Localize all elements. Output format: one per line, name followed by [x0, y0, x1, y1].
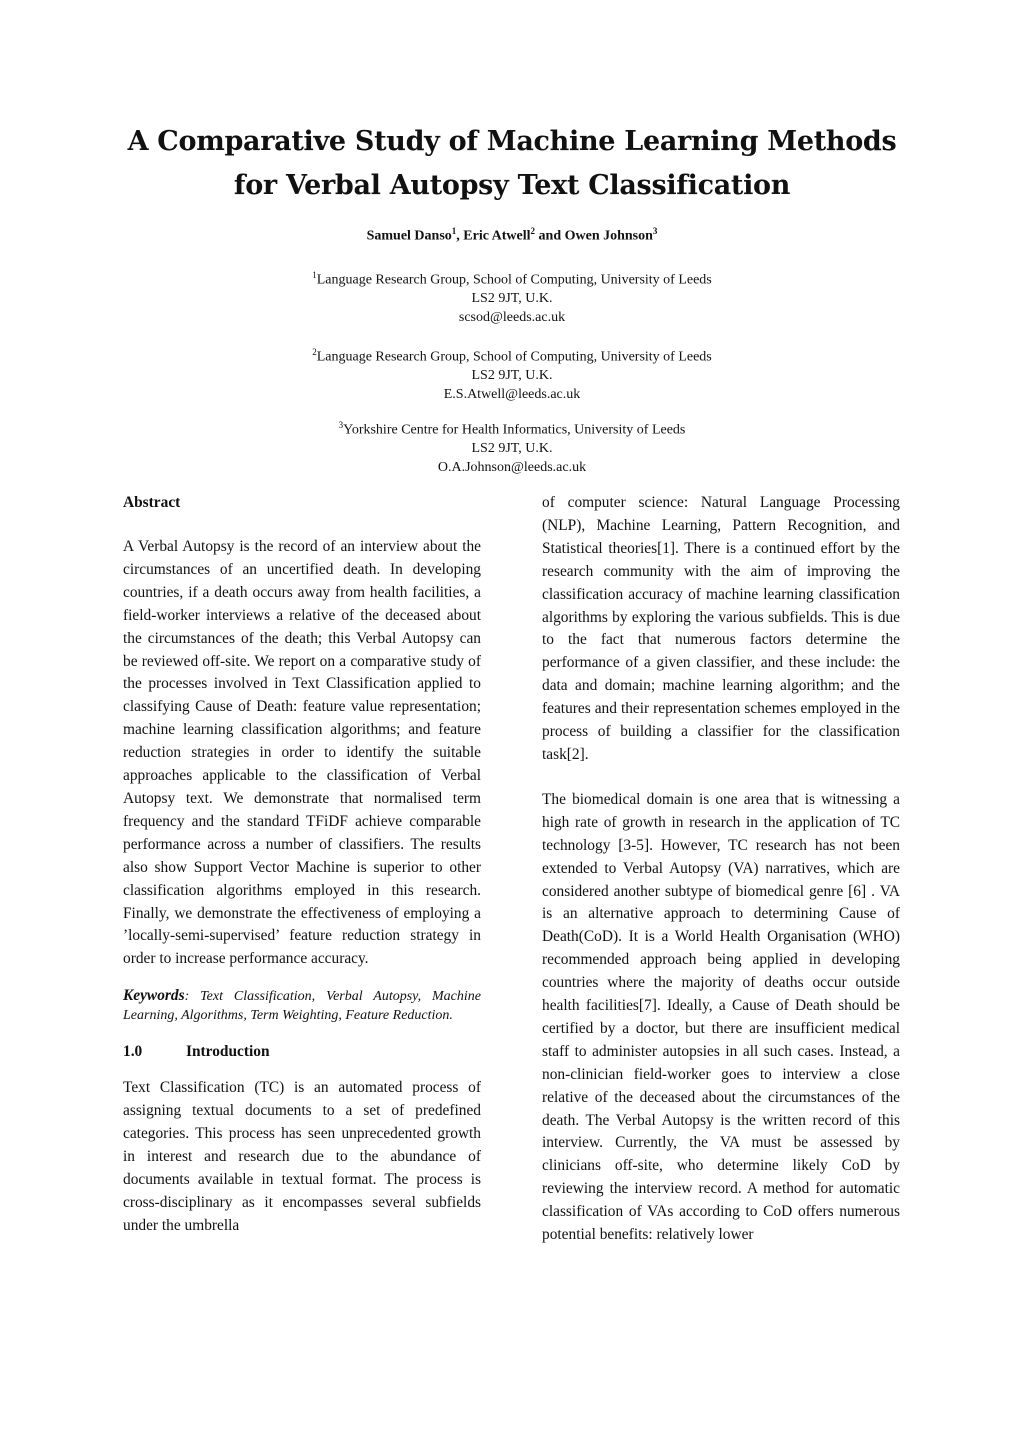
author-separator: ,	[456, 228, 464, 244]
affiliation-postcode: LS2 9JT, U.K.	[471, 291, 553, 307]
author-separator: and	[535, 228, 565, 244]
affiliation-organisation: Language Research Group, School of Computing, University of Leeds	[316, 349, 712, 365]
affiliation-organisation: Yorkshire Centre for Health Informatics, University of Leeds	[343, 422, 686, 438]
affiliation-marker: 1	[312, 270, 317, 280]
author-1-affiliation-marker: 1	[451, 226, 457, 236]
left-column	[123, 492, 481, 1238]
affiliation-email: E.S.Atwell@leeds.ac.uk	[443, 386, 581, 402]
affiliation-email: scsod@leeds.ac.uk	[458, 309, 566, 325]
affiliation-marker: 3	[338, 420, 344, 430]
keywords	[123, 987, 481, 1025]
paper-title	[0, 120, 1024, 208]
affiliation-email: O.A.Johnson@leeds.ac.uk	[437, 459, 587, 475]
author-3-affiliation-marker: 3	[652, 226, 658, 236]
affiliation-organisation: Language Research Group, School of Computing, University of Leeds	[316, 272, 712, 288]
introduction-paragraph-1-end: of computer science: Natural Language Processing (NLP), Machine Learning, Pattern Recognition, and Statistical theories[1]. There is a continued effort by the research community with the aim of improving the classification accuracy of machine learning classification algorithms by exploring the various subfields. This is due to the fact that numerous factors determine the performance of a given classifier, and these include: the data and domain; machine learning algorithm; and the features and their representation schemes employed in the process of building a classifier for the classification task[2].	[542, 494, 900, 763]
paper-title-line-1: A Comparative Study of Machine Learning Methods	[127, 126, 897, 157]
affiliation-postcode: LS2 9JT, U.K.	[471, 441, 553, 457]
introduction-paragraph-1-start: Text Classification (TC) is an automated process of assigning textual documents to a set of predefined categories. This process has seen unprecedented growth in interest and research due to the abundance of documents available in textual format. The process is cross-disciplinary as it encompasses several subfields under the umbrella	[123, 1079, 481, 1234]
right-column	[542, 492, 900, 1247]
abstract-body: A Verbal Autopsy is the record of an interview about the circumstances of an uncertified death. In developing countries, if a death occurs away from health facilities, a field-worker interviews a relative of the deceased about the circumstances of the death; this Verbal Autopsy can be reviewed off-site. We report on a comparative study of the processes involved in Text Classification applied to classifying Cause of Death: feature value representation; machine learning classification algorithms; and feature reduction strategies in order to identify the suitable approaches applicable to the classification of Verbal Autopsy text. We demonstrate that normalised term frequency and the standard TFiDF achieve comparable performance across a number of classifiers. The results also show Support Vector Machine is superior to other classification algorithms employed in this research. Finally, we demonstrate the effectiveness of employing a ’locally-semi-supervised’ feature reduction strategy in order to increase performance accuracy.	[123, 538, 481, 968]
affiliation-3	[0, 416, 1024, 477]
section-number: 1.0	[123, 1043, 143, 1061]
author-1: Samuel Danso	[366, 228, 452, 244]
section-title: Introduction	[186, 1043, 270, 1061]
affiliation-marker: 2	[312, 347, 317, 357]
author-3: Owen Johnson	[564, 228, 653, 244]
author-2: Eric Atwell	[463, 228, 531, 244]
author-list	[0, 226, 1024, 245]
affiliation-1	[0, 266, 1024, 327]
abstract-heading: Abstract	[123, 494, 181, 511]
keywords-text: : Text Classification, Verbal Autopsy, Machine Learning, Algorithms, Term Weighting, Feature Reduction.	[123, 989, 481, 1023]
introduction-paragraph-2: The biomedical domain is one area that is witnessing a high rate of growth in research in the application of TC technology [3-5]. However, TC research has not been extended to Verbal Autopsy (VA) narratives, which are considered another subtype of biomedical genre [6] . VA is an alternative approach to determining Cause of Death(CoD). It is a World Health Organisation (WHO) recommended approach being applied in developing countries where the majority of deaths occur outside health facilities[7]. Ideally, a Cause of Death should be certified by a doctor, but there are insufficient medical staff to administer autopsies in all such cases. Instead, a non-clinician field-worker goes to interview a close relative of the deceased about the circumstances of the death. The Verbal Autopsy is the written record of this interview. Currently, the VA must be assessed by clinicians off-site, who determine likely CoD by reviewing the interview record. A method for automatic classification of VAs according to CoD offers numerous potential benefits: relatively lower	[542, 790, 900, 1244]
introduction-heading	[123, 1041, 481, 1063]
affiliation-2	[0, 343, 1024, 404]
paper-title-line-2: for Verbal Autopsy Text Classification	[233, 170, 791, 201]
keywords-label: Keywords	[123, 987, 185, 1005]
affiliation-postcode: LS2 9JT, U.K.	[471, 368, 553, 384]
author-2-affiliation-marker: 2	[530, 226, 536, 236]
